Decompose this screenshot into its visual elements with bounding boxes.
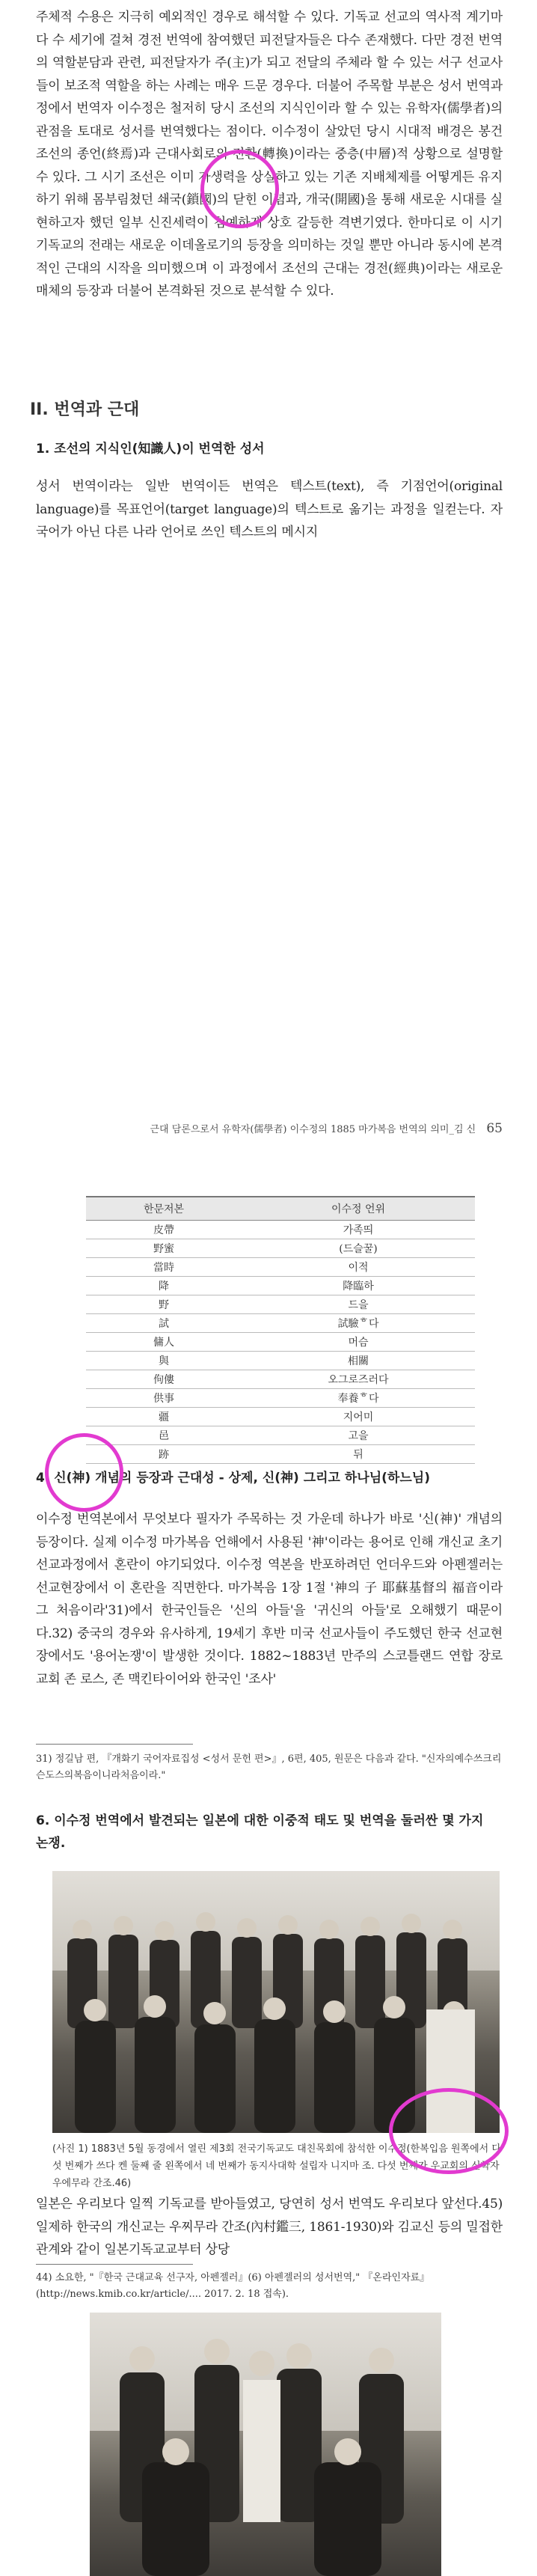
highlight-circle <box>200 150 279 228</box>
table-row <box>86 1426 475 1445</box>
table-cell: 佝僂 <box>86 1370 242 1389</box>
table-row <box>86 1408 475 1426</box>
table-cell: 皮帶 <box>86 1221 242 1239</box>
intro-paragraph: 주체적 수용은 지극히 예외적인 경우로 해석할 수 있다. 기독교 선교의 역사적 계기마다 수 세기에 걸쳐 경전 번역에 참여했던 피전달자들은 다수 존재했다. 다만 경전 번역의 역할분담과 관련, 피전달자가 주(主)가 되고 전달의 주체라 할 수 있는 서구 선교사들이 보조적 역할을 하는 사례는 매우 드문 경우다. 더불어 주목할 부분은 성서 번역과정에서 번역자 이수정은 철저히 당시 조선의 지식인이라 할 수 있는 유학자(儒學者)의 관점을 토대로 성서를 번역했다는 점이다. 이수정이 살았던 당시 시대적 배경은 봉건 조선의 종언(終焉)과 근대사회로의 전환(轉換)이라는 중층(中層)적 상황으로 설명할 수 있다. 그 시기 조선은 이미 자생력을 상실하고 있는 기존 지배체제를 어떻게든 유지하기 위해 몸부림쳤던 쇄국(鎖國)의 닫힌 이념과, 개국(開國)을 통해 새로운 시대를 실현하고자 했던 일부 신진세력이 첨예하게 상호 갈등한 격변기였다. 한마디로 이 시기 기독교의 전래는 새로운 이데올로기의 등장을 의미하는 것일 뿐만 아니라 동시에 본격적인 근대의 시작을 의미했으며 이 과정에서 조선의 근대는 경전(經典)이라는 새로운 매체의 등장과 더불어 본격화된 것으로 분석할 수 있다. <box>36 10 503 299</box>
table-cell: 뒤 <box>242 1445 475 1464</box>
table-cell: 드을 <box>242 1295 475 1314</box>
running-footer <box>36 1121 503 1136</box>
page-number: 65 <box>486 1121 503 1136</box>
table-cell: 跡 <box>86 1445 242 1464</box>
footnote-rule <box>36 2264 193 2265</box>
table-cell: 降臨하 <box>242 1277 475 1295</box>
photo-1-caption: (사진 1) 1883년 5월 동경에서 열린 제3회 전국기독교도 대친목회에 참석한 이수정(한복입음 원쪽에서 다섯 번째가 쓰다 켄 둘째 줄 왼쪽에서 네 번째가 동지사대학 설립자 니지마 조. 다섯 번째가 우교회의 신학자 우에무라 간조.46) <box>52 2143 501 2189</box>
table-cell: 相關 <box>242 1352 475 1370</box>
table-cell: 試驗ᄒ다 <box>242 1314 475 1333</box>
table-row <box>86 1314 475 1333</box>
table-cell: 疆 <box>86 1408 242 1426</box>
table-row <box>86 1333 475 1352</box>
table-row <box>86 1239 475 1258</box>
table-row <box>86 1370 475 1389</box>
section-1-paragraph: 성서 번역이라는 일반 번역이든 번역은 텍스트(text), 즉 기점언어(original language)를 목표언어(target language)의 텍스트로 옮기는 과정을 일컫는다. 자국어가 아닌 다른 나라 언어로 쓰인 텍스트의 메시지 <box>36 479 503 540</box>
table-cell: 與 <box>86 1352 242 1370</box>
section-heading-ii: II. 번역과 근대 <box>30 400 140 419</box>
running-footer-title: 근대 담론으로서 유학자(儒學者) 이수정의 1885 마가복음 번역의 의미_김 신 <box>150 1124 476 1135</box>
table-cell: 供事 <box>86 1389 242 1408</box>
table-row <box>86 1352 475 1370</box>
vocabulary-table <box>86 1196 475 1464</box>
section-heading-6: 6. 이수정 번역에서 발견되는 일본에 대한 이중적 태도 및 번역을 둘러싼 몇 가지 논쟁. <box>36 1813 484 1851</box>
table-cell: 고을 <box>242 1426 475 1445</box>
baptism-photograph <box>90 2313 441 2576</box>
table-cell: 降 <box>86 1277 242 1295</box>
table-cell: (드슬꿀) <box>242 1239 475 1258</box>
footnote-31: 31) 정길남 편, 『개화기 국어자료집성 <성서 문헌 편>』, 6편, 405, 원문은 다음과 같다. "신자의예수쓰크리슨도스의복음이니라처음이라." <box>36 1754 502 1781</box>
footnote-rule <box>36 1744 193 1745</box>
table-row <box>86 1295 475 1314</box>
table-cell: 邑 <box>86 1426 242 1445</box>
table-row <box>86 1221 475 1239</box>
highlight-circle <box>389 2088 509 2174</box>
table-header-cell: 이수정 언위 <box>242 1197 475 1221</box>
table-header-cell: 한문저본 <box>86 1197 242 1221</box>
table-row <box>86 1277 475 1295</box>
highlight-circle <box>45 1433 123 1512</box>
table-cell: 지어미 <box>242 1408 475 1426</box>
table-cell: 當時 <box>86 1258 242 1277</box>
table-row <box>86 1258 475 1277</box>
table-cell: 野 <box>86 1295 242 1314</box>
table-cell: 가족띄 <box>242 1221 475 1239</box>
table-row <box>86 1445 475 1464</box>
section-heading-1: 1. 조선의 지식인(知識人)이 번역한 성서 <box>36 442 265 457</box>
japan-paragraph: 일본은 우리보다 일찍 기독교를 받아들였고, 당연히 성서 번역도 우리보다 앞선다.45) 일제하 한국의 개신교는 우찌무라 간조(內村鑑三, 1861-1930)와 김교신 등의 밀접한 관계와 같이 일본기독교교부터 상당 <box>36 2197 503 2257</box>
table-cell: 이적 <box>242 1258 475 1277</box>
table-cell: 試 <box>86 1314 242 1333</box>
table-cell: 오그로즈러다 <box>242 1370 475 1389</box>
table-row <box>86 1389 475 1408</box>
section-4-paragraph: 이수정 번역본에서 무엇보다 필자가 주목하는 것 가운데 하나가 바로 '신(神)' 개념의 등장이다. 실제 이수정 마가복음 언해에서 사용된 '神'이라는 용어로 인해 개신교 초기 선교과정에서 혼란이 야기되었다. 이수정 역본을 반포하려던 언더우드와 아펜젤러는 선교현장에서 이 혼란을 직면한다. 마가복음 1장 1절 '神의 子 耶蘇基督의 福音이라 그 처음이라'31)에서 한국인들은 '신의 아들'을 '귀신의 아들'로 오해했기 때문이다.32) 중국의 경우와 유사하게, 19세기 후반 미국 선교사들이 주도했던 한국 선교현장에서도 '용어논쟁'이 발생한 것이다. 1882~1883년 만주의 스코틀랜드 연합 장로교회 존 로스, 존 맥킨타이어와 한국인 '조사' <box>36 1512 503 1687</box>
table-cell: 奉養ᄒ다 <box>242 1389 475 1408</box>
table-cell: 野蜜 <box>86 1239 242 1258</box>
table-header-row <box>86 1197 475 1221</box>
baptism-photo-figures <box>90 2313 441 2576</box>
table-cell: 傭人 <box>86 1333 242 1352</box>
footnote-44: 44) 소요한, "『한국 근대교육 선구자, 아펜젤러』(6) 아펜젤러의 성서번역," 『온라인자료』(http://news.kmib.co.kr/article/.... 2017. 2. 18 접속). <box>36 2272 430 2300</box>
table-cell: 머슴 <box>242 1333 475 1352</box>
section-heading-4: 4. 신(神) 개념의 등장과 근대성 - 상제, 신(神) 그리고 하나님(하느님) <box>36 1471 430 1486</box>
